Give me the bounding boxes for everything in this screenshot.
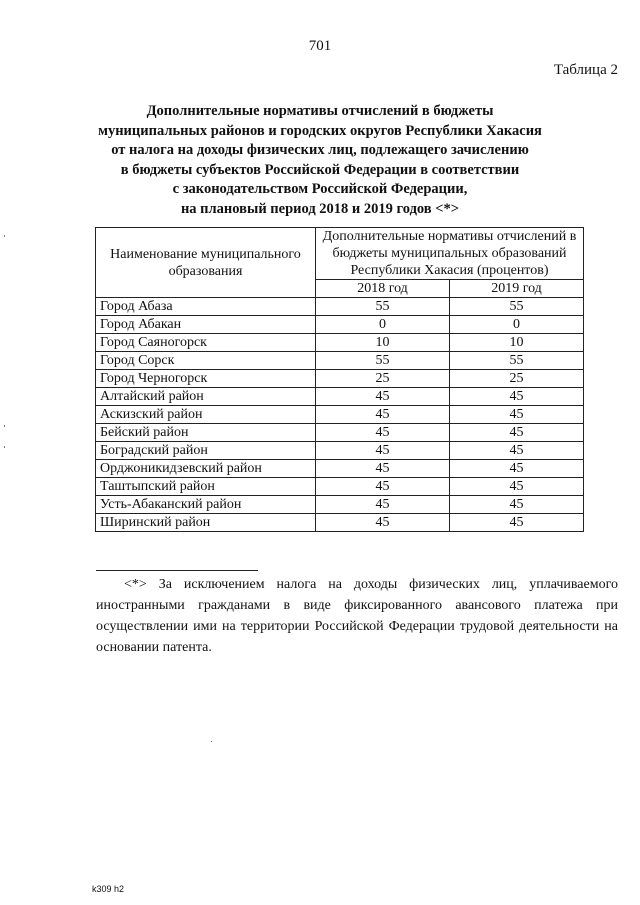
column-header-2019: 2019 год xyxy=(450,280,584,298)
municipality-name: Город Черногорск xyxy=(96,370,316,388)
municipality-name: Бейский район xyxy=(96,424,316,442)
value-2019: 45 xyxy=(450,406,584,424)
page-number: 701 xyxy=(308,38,332,54)
footnote-divider xyxy=(96,570,258,571)
value-2019: 45 xyxy=(450,478,584,496)
scan-speck xyxy=(211,741,212,742)
table-row xyxy=(96,514,584,532)
value-2019: 45 xyxy=(450,496,584,514)
value-2018: 45 xyxy=(316,496,450,514)
scan-speck xyxy=(4,446,5,448)
table-row xyxy=(96,334,584,352)
municipality-name: Город Абакан xyxy=(96,316,316,334)
table-row xyxy=(96,388,584,406)
scan-speck xyxy=(4,235,5,237)
column-header-2018: 2018 год xyxy=(316,280,450,298)
table-row xyxy=(96,424,584,442)
title-line: с законодательством Российской Федерации, xyxy=(172,181,468,197)
table-row xyxy=(96,352,584,370)
table-body xyxy=(96,298,584,532)
value-2018: 45 xyxy=(316,406,450,424)
column-header-norms: Дополнительные нормативы отчислений в бюджеты муниципальных образований Республики Хакасия (процентов) xyxy=(316,228,584,280)
value-2019: 25 xyxy=(450,370,584,388)
table-row xyxy=(96,298,584,316)
value-2018: 55 xyxy=(316,352,450,370)
table-label: Таблица 2 xyxy=(553,62,618,78)
value-2019: 55 xyxy=(450,352,584,370)
table-row xyxy=(96,406,584,424)
table-row xyxy=(96,478,584,496)
municipality-name: Город Саяногорск xyxy=(96,334,316,352)
norms-table xyxy=(95,227,584,532)
table-row xyxy=(96,460,584,478)
title-line: Дополнительные нормативы отчислений в бюджеты xyxy=(146,103,494,119)
value-2019: 45 xyxy=(450,460,584,478)
municipality-name: Боградский район xyxy=(96,442,316,460)
value-2018: 55 xyxy=(316,298,450,316)
table-row xyxy=(96,442,584,460)
footnote: <*> За исключением налога на доходы физических лиц, уплачиваемого иностранными гражданами в виде фиксированного авансового платежа при осуществлении ими на территории Российской Федерации трудовой деятельности на основании патента. xyxy=(96,577,618,655)
title-line: муниципальных районов и городских округов Республики Хакасия xyxy=(98,122,542,139)
title-line: на плановый период 2018 и 2019 годов <*> xyxy=(180,200,460,217)
value-2018: 45 xyxy=(316,460,450,478)
municipality-name: Алтайский район xyxy=(96,388,316,406)
value-2018: 10 xyxy=(316,334,450,352)
value-2018: 0 xyxy=(316,316,450,334)
value-2018: 45 xyxy=(316,478,450,496)
title-line: в бюджеты субъектов Российской Федерации в соответствии xyxy=(120,161,520,178)
value-2019: 45 xyxy=(450,514,584,532)
document-code: k309 h2 xyxy=(92,884,125,894)
table-row xyxy=(96,316,584,334)
value-2019: 0 xyxy=(450,316,584,334)
table-row xyxy=(96,370,584,388)
municipality-name: Аскизский район xyxy=(96,406,316,424)
value-2019: 45 xyxy=(450,424,584,442)
value-2018: 45 xyxy=(316,424,450,442)
municipality-name: Город Сорск xyxy=(96,352,316,370)
value-2018: 25 xyxy=(316,370,450,388)
municipality-name: Орджоникидзевский район xyxy=(96,460,316,478)
title-line: от налога на доходы физических лиц, подлежащего зачислению xyxy=(111,142,529,158)
column-header-name: Наименование муниципального образования xyxy=(96,228,316,298)
value-2018: 45 xyxy=(316,388,450,406)
value-2018: 45 xyxy=(316,442,450,460)
value-2019: 10 xyxy=(450,334,584,352)
municipality-name: Ширинский район xyxy=(96,514,316,532)
value-2019: 55 xyxy=(450,298,584,316)
municipality-name: Город Абаза xyxy=(96,298,316,316)
value-2019: 45 xyxy=(450,442,584,460)
value-2019: 45 xyxy=(450,388,584,406)
document-title xyxy=(60,102,580,219)
scan-speck xyxy=(4,425,5,427)
table-row xyxy=(96,496,584,514)
value-2018: 45 xyxy=(316,514,450,532)
municipality-name: Таштыпский район xyxy=(96,478,316,496)
municipality-name: Усть-Абаканский район xyxy=(96,496,316,514)
